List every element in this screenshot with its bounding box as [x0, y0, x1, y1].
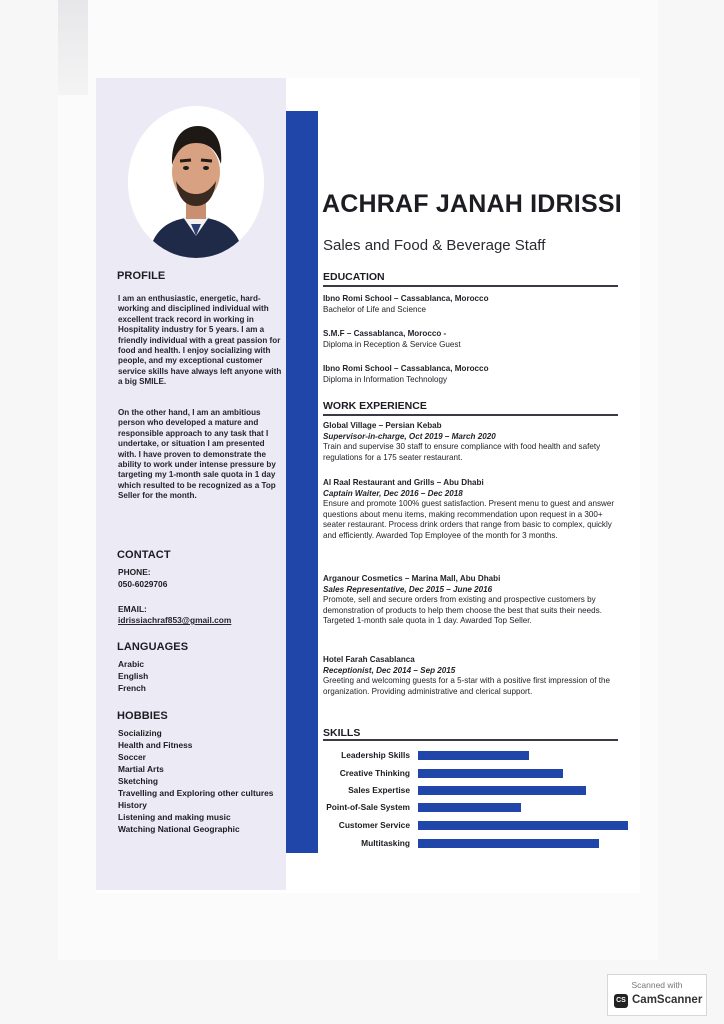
camscanner-badge [607, 974, 707, 1016]
experience-role: Sales Representative, Dec 2015 – June 2016 [323, 584, 493, 594]
experience-divider [323, 414, 618, 416]
scan-edge-shadow [58, 0, 88, 95]
language-item: English [118, 671, 149, 681]
skill-level-bar [418, 769, 563, 778]
profile-photo [128, 106, 264, 258]
skill-level-bar [418, 751, 529, 760]
skills-heading: SKILLS [323, 727, 361, 739]
camscanner-brand: CamScanner [632, 994, 703, 1006]
experience-description: Promote, sell and secure orders from existing and prospective customers by demonstration of products to help them choose the best that suits their needs. Targeted 1-month sale quota in 1 day. Awarded Top Seller. [323, 595, 602, 626]
hobby-item: Sketching [118, 776, 159, 786]
experience-company: Arganour Cosmetics – Marina Mall, Abu Dhabi [323, 574, 501, 583]
skill-label: Sales Expertise [348, 785, 410, 795]
profile-paragraph-2: On the other hand, I am an ambitious person who developed a mature and responsible approach to any task that I undertake, or situation I am presented with. I have proven to demonstrate the ability to work under intense pressure by targeting my 1-month sale quota in 1 day which resulted to be recognized as a Top Seller for the month. [118, 408, 276, 501]
email-label: EMAIL: [118, 604, 147, 614]
hobby-item: Martial Arts [118, 764, 164, 774]
accent-vertical-bar [286, 111, 318, 853]
experience-description: Greeting and welcoming guests for a 5-star with a positive first impression of the organization. Providing administrative and clerical support. [323, 676, 611, 696]
email-link[interactable]: idrissiachraf853@gmail.com [118, 615, 232, 625]
candidate-name: ACHRAF JANAH IDRISSI [322, 190, 622, 218]
language-item: French [118, 683, 146, 693]
hobby-item: Socializing [118, 728, 162, 738]
education-degree: Bachelor of Life and Science [323, 304, 427, 314]
skill-label: Point-of-Sale System [326, 802, 410, 812]
hobbies-heading: HOBBIES [117, 710, 168, 722]
education-entry [323, 364, 619, 385]
hobby-item: History [118, 800, 147, 810]
hobby-item: Soccer [118, 752, 146, 762]
education-school: S.M.F – Cassablanca, Morocco - [323, 329, 447, 338]
education-entry [323, 294, 619, 315]
experience-company: Global Village – Persian Kebab [323, 421, 442, 430]
skill-level-bar [418, 786, 586, 795]
skill-row [320, 837, 630, 853]
profile-paragraph-1: I am an enthusiastic, energetic, hard-working and disciplined individual with excellent track record in working in Hospitality industry for 5 years. I am a friendly individual with a great passion for food and health. I enjoy socializing with people, and my exceptional customer service skills have always left anyone with a big SMILE. [118, 294, 282, 387]
experience-description: Ensure and promote 100% guest satisfaction. Present menu to guest and answer questions about menu items, making recommendation upon request in a 300+ seater restaurant. Process drink orders that range from basic to complex, quickly and efficiently. Awarded Top Employee of the month for 3 months. [323, 499, 615, 540]
phone-number: 050-6029706 [118, 579, 168, 589]
skill-row [320, 749, 630, 765]
skill-label: Multitasking [361, 838, 410, 848]
experience-entry [323, 478, 619, 542]
skill-level-bar [418, 839, 599, 848]
phone-label: PHONE: [118, 567, 151, 577]
scanner-caption: Scanned with [631, 980, 683, 990]
skills-divider [323, 739, 618, 741]
experience-role: Receptionist, Dec 2014 – Sep 2015 [323, 665, 456, 675]
languages-heading: LANGUAGES [117, 641, 189, 653]
experience-entry [323, 574, 619, 627]
experience-role: Supervisor-in-charge, Oct 2019 – March 2020 [323, 431, 496, 441]
skill-level-bar [418, 821, 628, 830]
skill-level-bar [418, 803, 521, 812]
contact-heading: CONTACT [117, 549, 171, 561]
education-school: Ibno Romi School – Cassablanca, Morocco [323, 364, 489, 373]
skill-row [320, 801, 630, 817]
skill-row [320, 767, 630, 783]
skill-label: Leadership Skills [341, 750, 410, 760]
experience-description: Train and supervise 30 staff to ensure compliance with food health and safety regulations for a 175 seater restaurant. [323, 442, 601, 462]
hobby-item: Health and Fitness [118, 740, 193, 750]
education-entry [323, 329, 619, 350]
education-divider [323, 285, 618, 287]
hobby-item: Watching National Geographic [118, 824, 240, 834]
skill-row [320, 819, 630, 835]
education-degree: Diploma in Reception & Service Guest [323, 339, 461, 349]
hobby-item: Travelling and Exploring other cultures [118, 788, 274, 798]
experience-role: Captain Waiter, Dec 2016 – Dec 2018 [323, 488, 463, 498]
hobby-item: Listening and making music [118, 812, 231, 822]
skill-row [320, 784, 630, 800]
experience-heading: WORK EXPERIENCE [323, 400, 427, 412]
experience-company: Hotel Farah Casablanca [323, 655, 415, 664]
education-degree: Diploma in Information Technology [323, 374, 448, 384]
skill-label: Customer Service [338, 820, 410, 830]
skill-label: Creative Thinking [339, 768, 410, 778]
experience-company: Al Raal Restaurant and Grills – Abu Dhabi [323, 478, 484, 487]
experience-entry [323, 655, 619, 697]
candidate-title: Sales and Food & Beverage Staff [323, 237, 546, 254]
experience-entry [323, 421, 619, 463]
camscanner-logo-icon: CS [614, 994, 628, 1008]
language-item: Arabic [118, 659, 145, 669]
profile-heading: PROFILE [117, 270, 166, 282]
education-school: Ibno Romi School – Cassablanca, Morocco [323, 294, 489, 303]
education-heading: EDUCATION [323, 271, 385, 283]
avatar [128, 106, 264, 258]
